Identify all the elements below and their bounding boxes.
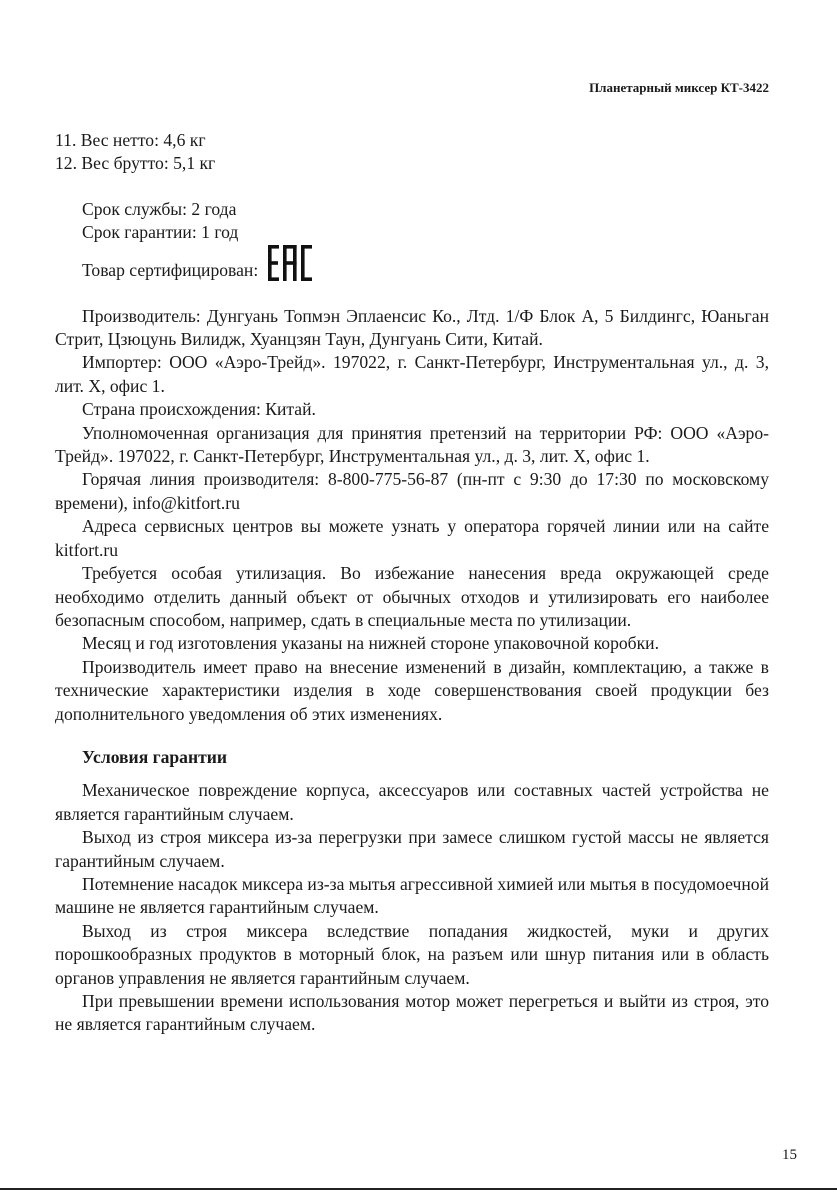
eac-mark-icon — [268, 245, 312, 281]
page-number: 15 — [782, 1147, 797, 1163]
warranty-paragraph: Потемнение насадок миксера из-за мытья агрессивной химией или мытья в посудомоечной машине не является гарантийным случаем. — [55, 873, 769, 918]
company-info — [55, 305, 769, 726]
running-header: Планетарный миксер КТ-3422 — [589, 80, 769, 95]
spec-item-net-weight: 11. Вес нетто: 4,6 кг — [55, 130, 206, 150]
service-info — [55, 198, 769, 283]
importer-paragraph: Импортер: ООО «Аэро-Трейд». 197022, г. Санкт-Петербург, Инструментальная ул., д. 3, лит. Х, офис 1. — [55, 352, 769, 396]
warranty-paragraph: При превышении времени использования мотор может перегреться и выйти из строя, это не является гарантийным случаем. — [55, 991, 769, 1035]
country-paragraph: Страна происхождения: Китай. — [82, 399, 316, 420]
spec-list — [55, 129, 769, 176]
warranty-conditions — [55, 779, 769, 1036]
disposal-paragraph: Требуется особая утилизация. Во избежание нанесения вреда окружающей среде необходимо отделить данный объект от обычных отходов и утилизировать его наиболее безопасным способом, например, сдать в специальные места по утилизации. — [55, 563, 769, 630]
warranty-heading: Условия гарантии — [82, 746, 228, 767]
warranty-paragraph: Выход из строя миксера вследствие попадания жидкостей, муки и других порошкообразных продуктов в моторный блок, на разъем или шнур питания или в область органов управления не является гарантийным случаем. — [55, 920, 769, 988]
service-centers-paragraph: Адреса сервисных центров вы можете узнать у оператора горячей линии или на сайте kitfort.ru — [55, 516, 769, 560]
warranty-period: Срок гарантии: 1 год — [82, 222, 239, 243]
certification-row — [82, 245, 769, 283]
warranty-paragraph: Выход из строя миксера из-за перегрузки при замесе слишком густой массы не является гарантийным случаем. — [55, 827, 769, 871]
manufacture-date-paragraph: Месяц и год изготовления указаны на нижней стороне упаковочной коробки. — [82, 633, 659, 654]
page-content — [55, 129, 769, 1037]
bottom-rule — [0, 1188, 837, 1190]
claims-org-paragraph: Уполномоченная организация для принятия претензий на территории РФ: ООО «Аэро-Трейд». 197022, г. Санкт-Петербург, Инструментальная ул., д. 3, лит. Х, офис 1. — [55, 422, 769, 467]
warranty-paragraph: Механическое повреждение корпуса, аксессуаров или составных частей устройства не является гарантийным случаем. — [55, 780, 769, 824]
service-life: Срок службы: 2 года — [82, 198, 237, 219]
certification-text: Товар сертифицирован: — [82, 260, 259, 281]
hotline-paragraph: Горячая линия производителя: 8-800-775-56-87 (пн-пт с 9:30 до 17:30 по московскому времени), info@kitfort.ru — [55, 469, 769, 513]
design-changes-paragraph: Производитель имеет право на внесение изменений в дизайн, комплектацию, а также в технические характеристики изделия в ходе совершенствования своей продукции без дополнительного уведомления об этих изменениях. — [55, 656, 769, 724]
spec-item-gross-weight: 12. Вес брутто: 5,1 кг — [55, 153, 216, 174]
manufacturer-paragraph: Производитель: Дунгуань Топмэн Эплаенсис Ко., Лтд. 1/Ф Блок А, 5 Билдингс, Юаньган Стрит, Цзюцунь Вилидж, Хуанцзян Таун, Дунгуань Сити, Китай. — [55, 305, 769, 350]
